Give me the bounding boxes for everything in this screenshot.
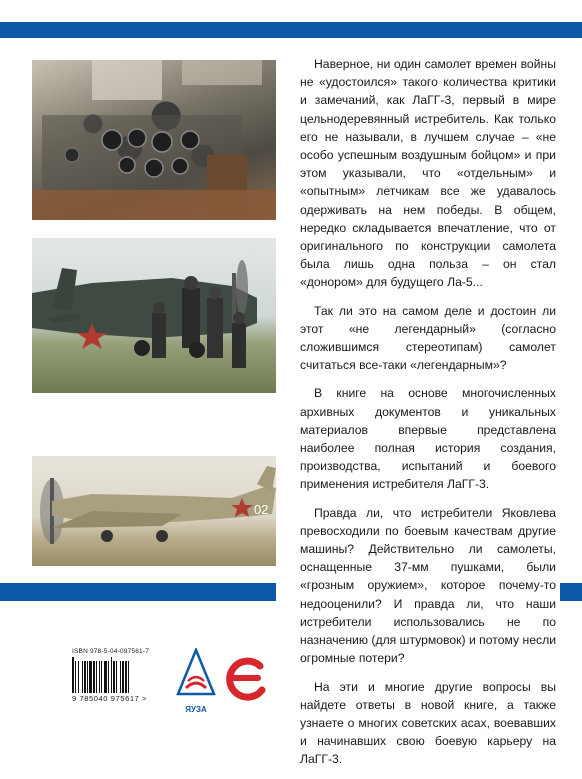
photo-cockpit <box>32 60 276 220</box>
photo-airfield <box>32 456 276 566</box>
cover-description <box>300 55 556 779</box>
paragraph-5: На эти и многие другие вопросы вы найдете ответы в новой книге, а также узнаете о многих советских асах, воевавших и начинавших свою боевую карьеру на ЛаГГ-3. <box>300 679 556 767</box>
tail-number: 02 <box>254 502 269 517</box>
isbn-barcode-block <box>72 648 172 703</box>
left-blue-band <box>0 583 276 601</box>
cockpit-illustration <box>32 60 276 220</box>
barcode <box>72 657 172 693</box>
airfield-illustration <box>32 456 276 566</box>
paragraph-2: Так ли это на самом деле и достоин ли этот «не легендарный» (согласно сложившимся стереотипам) самолет считаться все-таки «легендарным»? <box>300 303 556 373</box>
paragraph-4: Правда ли, что истребители Яковлева превосходили по боевым качествам другие машины? Действительно ли самолеты, оснащенные 37-мм пушками, были «грозным оружием», которое почему-то недооценили? И правда ли, что наши истребители использовались не по назначению (для штурмовок) и потому несли огромные потери? <box>300 505 556 666</box>
ground-crew-illustration <box>32 238 276 393</box>
yauza-label: ЯУЗА <box>185 705 207 714</box>
right-blue-band <box>560 583 582 601</box>
eksmo-logo-icon <box>222 652 270 704</box>
barcode-bar <box>129 657 131 693</box>
paragraph-1: Наверное, ни один самолет времен войны не «удостоился» такого количества критики и замечаний, как ЛаГГ-3, первый в мире цельнодеревянный истребитель. Как только его не называли, в лучшем случае – «не особо успешным воздушным бойцом» и при этом указывали, что «отдельным» и «опытным» летчикам все же удавалось одерживать на нем победы. В общем, нередко складывается впечатление, что от оригинального по конструкции самолета была лишь одна польза – он стал «донором» для будущего Ла-5... <box>300 57 556 290</box>
photo-ground-crew <box>32 238 276 393</box>
top-blue-band <box>0 22 582 38</box>
paragraph-3: В книге на основе многочисленных архивных документов и уникальных материалов впервые представлена наиболее полная история создания, производства, испытаний и боевого применения истребителя ЛаГГ-3. <box>300 386 556 492</box>
yauza-logo-icon <box>176 648 216 704</box>
isbn-text: ISBN 978-5-04-097561-7 <box>72 648 150 655</box>
barcode-digits: 9 785040 975617 > <box>72 694 148 703</box>
